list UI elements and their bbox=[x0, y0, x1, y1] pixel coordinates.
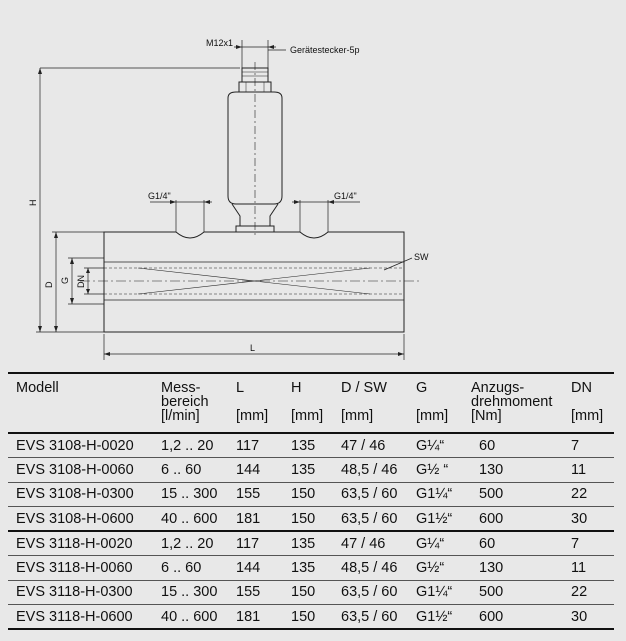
column-header-line: drehmoment bbox=[471, 394, 553, 410]
table-body bbox=[8, 433, 614, 629]
table-cell-anzugsdrehmoment: 130 bbox=[463, 556, 563, 581]
table-cell-modell: EVS 3118-H-0020 bbox=[8, 531, 153, 556]
column-header-anzugsdrehmoment bbox=[463, 373, 563, 433]
table-cell-d-sw: 63,5 / 60 bbox=[333, 580, 408, 605]
column-header-line: [mm] bbox=[571, 408, 604, 424]
column-header-g bbox=[408, 373, 463, 433]
table-cell-d-sw: 47 / 46 bbox=[333, 531, 408, 556]
table-cell-dn: 7 bbox=[563, 531, 614, 556]
table-row bbox=[8, 458, 614, 483]
table-cell-h: 150 bbox=[283, 580, 333, 605]
table-row bbox=[8, 482, 614, 507]
table-cell-messbereich: 1,2 .. 20 bbox=[153, 433, 228, 458]
table-cell-h: 150 bbox=[283, 605, 333, 630]
table-cell-messbereich: 1,2 .. 20 bbox=[153, 531, 228, 556]
dim-h-label: H bbox=[28, 199, 38, 206]
table-cell-d-sw: 47 / 46 bbox=[333, 433, 408, 458]
table-cell-d-sw: 48,5 / 46 bbox=[333, 458, 408, 483]
table-cell-dn: 11 bbox=[563, 556, 614, 581]
table-cell-d-sw: 63,5 / 60 bbox=[333, 507, 408, 532]
column-header-line: D / SW bbox=[341, 380, 387, 396]
table-row bbox=[8, 605, 614, 630]
table-cell-l: 144 bbox=[228, 556, 283, 581]
table-cell-g: G¼“ bbox=[408, 433, 463, 458]
column-header-line: [mm] bbox=[416, 408, 449, 424]
table-cell-anzugsdrehmoment: 60 bbox=[463, 433, 563, 458]
table-cell-d-sw: 63,5 / 60 bbox=[333, 482, 408, 507]
table-cell-h: 135 bbox=[283, 458, 333, 483]
column-header-messbereich bbox=[153, 373, 228, 433]
column-header-line bbox=[291, 395, 333, 409]
thread-label: M12x1 bbox=[206, 38, 234, 48]
column-header-l bbox=[228, 373, 283, 433]
table-cell-dn: 7 bbox=[563, 433, 614, 458]
table-cell-messbereich: 40 .. 600 bbox=[153, 507, 228, 532]
table-row bbox=[8, 580, 614, 605]
table-cell-dn: 22 bbox=[563, 580, 614, 605]
table-row bbox=[8, 531, 614, 556]
table-cell-l: 155 bbox=[228, 482, 283, 507]
column-header-line bbox=[416, 395, 463, 409]
table-cell-h: 135 bbox=[283, 433, 333, 458]
table-cell-g: G1½“ bbox=[408, 507, 463, 532]
table-cell-g: G1¼“ bbox=[408, 482, 463, 507]
column-header-d-sw bbox=[333, 373, 408, 433]
column-header-line: [Nm] bbox=[471, 408, 502, 424]
column-header-line: G bbox=[416, 380, 428, 396]
column-header-line: Anzugs- bbox=[471, 380, 525, 396]
connector-label: Gerätestecker-5p bbox=[290, 45, 360, 55]
table-cell-dn: 11 bbox=[563, 458, 614, 483]
sw-label: SW bbox=[414, 252, 429, 262]
table-cell-h: 135 bbox=[283, 531, 333, 556]
table-cell-anzugsdrehmoment: 600 bbox=[463, 507, 563, 532]
dim-dn-label: DN bbox=[76, 275, 86, 288]
column-header-line: DN bbox=[571, 380, 592, 396]
column-header-line bbox=[341, 395, 408, 409]
table-row bbox=[8, 556, 614, 581]
table-cell-l: 181 bbox=[228, 507, 283, 532]
column-header-h bbox=[283, 373, 333, 433]
column-header-line: [mm] bbox=[341, 408, 374, 424]
table-cell-anzugsdrehmoment: 600 bbox=[463, 605, 563, 630]
table-cell-g: G1¼“ bbox=[408, 580, 463, 605]
specification-table bbox=[8, 372, 614, 630]
column-header-line: H bbox=[291, 380, 302, 396]
table-cell-l: 117 bbox=[228, 433, 283, 458]
sensor-block bbox=[104, 232, 404, 332]
column-header-modell bbox=[8, 373, 153, 433]
dim-d-label: D bbox=[44, 281, 54, 288]
table-cell-messbereich: 15 .. 300 bbox=[153, 580, 228, 605]
table-cell-dn: 30 bbox=[563, 507, 614, 532]
table-cell-dn: 30 bbox=[563, 605, 614, 630]
dim-g-label: G bbox=[60, 276, 70, 284]
table-cell-l: 117 bbox=[228, 531, 283, 556]
table-row bbox=[8, 507, 614, 532]
table-cell-messbereich: 15 .. 300 bbox=[153, 482, 228, 507]
table-cell-modell: EVS 3118-H-0600 bbox=[8, 605, 153, 630]
table-cell-modell: EVS 3108-H-0060 bbox=[8, 458, 153, 483]
table-cell-messbereich: 40 .. 600 bbox=[153, 605, 228, 630]
dim-l-label: L bbox=[250, 343, 256, 353]
table-cell-modell: EVS 3118-H-0300 bbox=[8, 580, 153, 605]
table-cell-modell: EVS 3108-H-0300 bbox=[8, 482, 153, 507]
column-header-line: L bbox=[236, 380, 245, 396]
column-header-line: Mess- bbox=[161, 380, 201, 396]
column-header-line: [mm] bbox=[291, 408, 324, 424]
table-cell-l: 181 bbox=[228, 605, 283, 630]
column-header-line bbox=[571, 395, 614, 409]
table-cell-l: 144 bbox=[228, 458, 283, 483]
table-cell-anzugsdrehmoment: 500 bbox=[463, 580, 563, 605]
table-cell-anzugsdrehmoment: 130 bbox=[463, 458, 563, 483]
table-cell-anzugsdrehmoment: 500 bbox=[463, 482, 563, 507]
table-cell-dn: 22 bbox=[563, 482, 614, 507]
column-header-line: Modell bbox=[16, 380, 59, 396]
table-cell-g: G½“ bbox=[408, 556, 463, 581]
table-cell-g: G½ “ bbox=[408, 458, 463, 483]
table-cell-g: G¼“ bbox=[408, 531, 463, 556]
table-cell-g: G1½“ bbox=[408, 605, 463, 630]
table-cell-modell: EVS 3108-H-0020 bbox=[8, 433, 153, 458]
table-cell-h: 150 bbox=[283, 507, 333, 532]
table-cell-l: 155 bbox=[228, 580, 283, 605]
table-cell-h: 135 bbox=[283, 556, 333, 581]
column-header-line: [mm] bbox=[236, 408, 269, 424]
column-header-line bbox=[236, 395, 283, 409]
table-header-row bbox=[8, 373, 614, 433]
table-cell-modell: EVS 3118-H-0060 bbox=[8, 556, 153, 581]
table-cell-modell: EVS 3108-H-0600 bbox=[8, 507, 153, 532]
table-row bbox=[8, 433, 614, 458]
column-header-line: bereich bbox=[161, 394, 209, 410]
table-cell-d-sw: 48,5 / 46 bbox=[333, 556, 408, 581]
port-right-label: G1/4" bbox=[334, 191, 357, 201]
table-cell-anzugsdrehmoment: 60 bbox=[463, 531, 563, 556]
column-header-line: [l/min] bbox=[161, 408, 200, 424]
column-header-dn bbox=[563, 373, 614, 433]
table-cell-h: 150 bbox=[283, 482, 333, 507]
table-cell-d-sw: 63,5 / 60 bbox=[333, 605, 408, 630]
port-left-label: G1/4" bbox=[148, 191, 171, 201]
table-cell-messbereich: 6 .. 60 bbox=[153, 458, 228, 483]
table-cell-messbereich: 6 .. 60 bbox=[153, 556, 228, 581]
